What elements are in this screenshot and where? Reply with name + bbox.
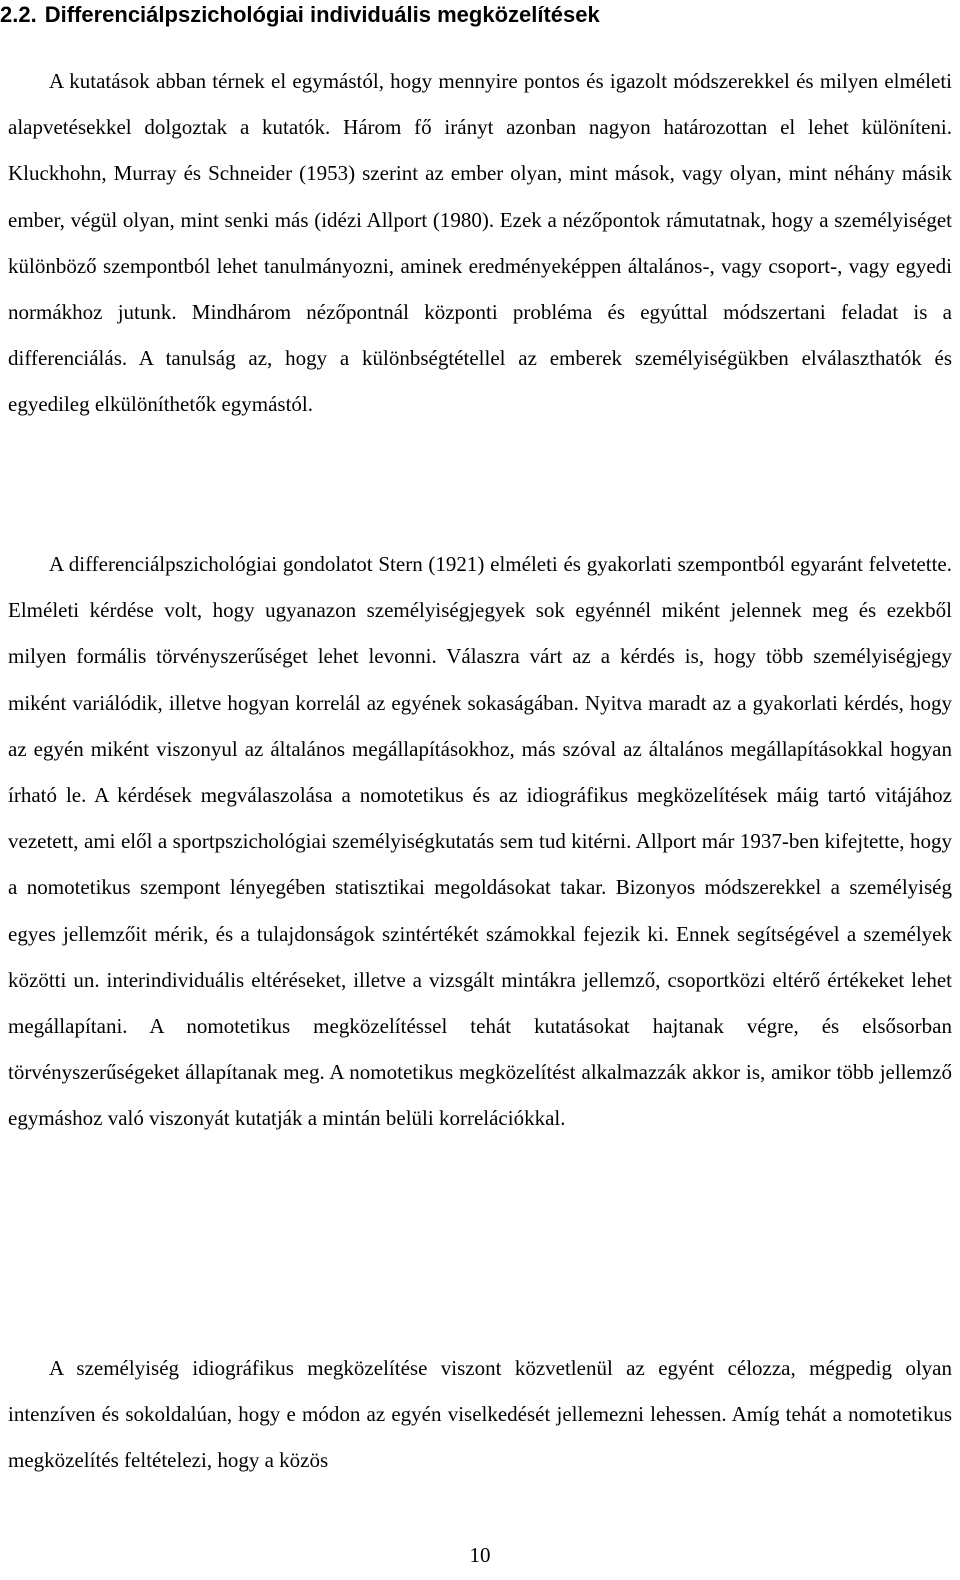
paragraph-2: A differenciálpszichológiai gondolatot Stern (1921) elméleti és gyakorlati szempontból egyaránt felvetette. Elméleti kérdése volt, hogy ugyanazon személyiségjegyek sok egyénnél miként jelennek meg és ezekből milyen formális törvényszerűséget lehet levonni. Válaszra várt az a kérdés is, hogy több személyiségjegy miként variálódik, illetve hogyan korrelál az egyének sokaságában. Nyitva maradt az a gyakorlati kérdés, hogy az egyén miként viszonyul az általános megállapításokhoz, más szóval az általános megállapításokkal hogyan írható le. A kérdések megválaszolása a nomotetikus és az idiográfikus megközelítések máig tartó vitájához vezetett, ami elől a sportpszichológiai személyiségkutatás sem tud kitérni. Allport már 1937-ben kifejtette, hogy a nomotetikus szempont lényegében statisztikai megoldásokat takar. Bizonyos módszerekkel a személyiség egyes jellemzőit mérik, és a tulajdonságok szintértékét számokkal fejezik ki. Ennek segítségével a személyek közötti un. interindividuális eltéréseket, illetve a vizsgált mintákra jellemző, csoportközi eltérő értékeket lehet megállapítani. A nomotetikus megközelítéssel tehát kutatásokat hajtanak végre, és elsősorban törvényszerűségeket állapítanak meg. A nomotetikus megközelítést alkalmazzák akkor is, amikor több jellemző egymáshoz való viszonyát kutatják a mintán belüli korrelációkkal.	[8, 552, 952, 1131]
page-number: 10	[469, 1543, 491, 1567]
section-heading	[0, 2, 952, 28]
section-title: Differenciálpszichológiai individuális megközelítések	[44, 2, 600, 27]
paragraph-3: A személyiség idiográfikus megközelítése viszont közvetlenül az egyént célozza, mégpedig olyan intenzíven és sokoldalúan, hogy e módon az egyén viselkedését jellemezni lehessen. Amíg tehát a nomotetikus megközelítés feltételezi, hogy a közös	[8, 1356, 952, 1473]
paragraph-1: A kutatások abban térnek el egymástól, hogy mennyire pontos és igazolt módszerekkel és milyen elméleti alapvetésekkel dolgoztak a kutatók. Három fő irányt azonban nagyon határozottan el lehet különíteni. Kluckhohn, Murray és Schneider (1953) szerint az ember olyan, mint mások, vagy olyan, mint néhány másik ember, végül olyan, mint senki más (idézi Allport (1980). Ezek a nézőpontok rámutatnak, hogy a személyiséget különböző szempontból lehet tanulmányozni, aminek eredményeképpen általános-, vagy csoport-, vagy egyedi normákhoz jutunk. Mindhárom nézőpontnál központi probléma és egyúttal módszertani feladat is a differenciálás. A tanulság az, hogy a különbségtétellel az emberek személyiségükben elválaszthatók és egyedileg elkülöníthetők egymástól.	[8, 69, 952, 417]
section-number: 2.2.	[0, 2, 37, 27]
